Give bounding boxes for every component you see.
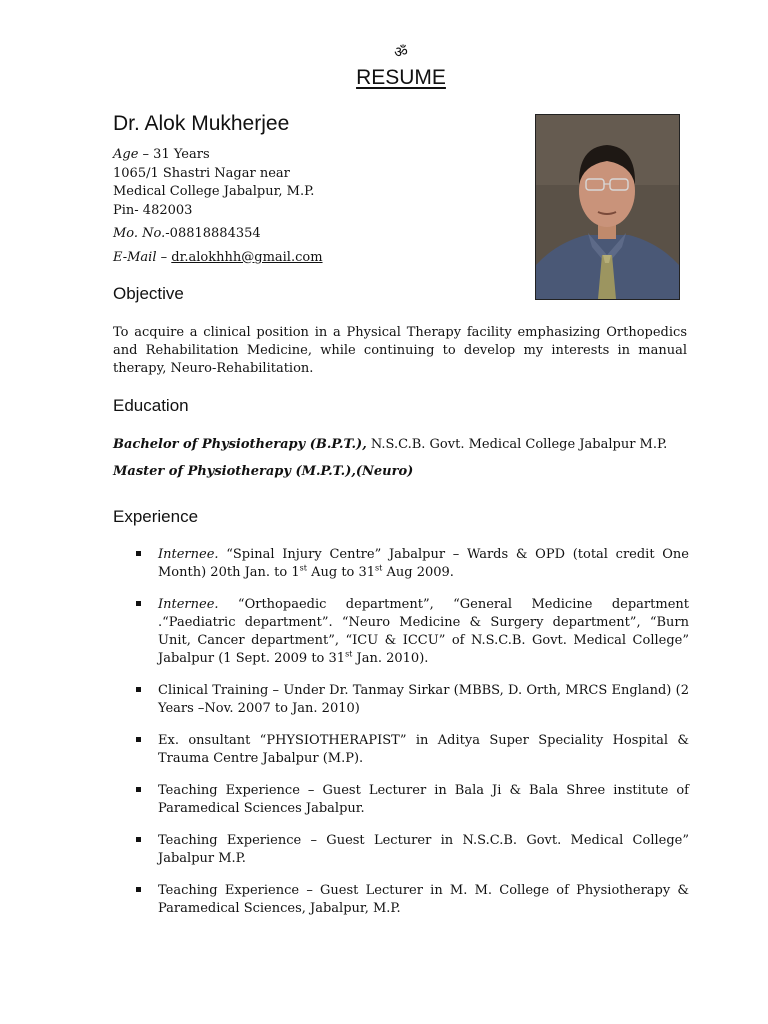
bullet-icon [136,787,141,792]
experience-text: Clinical Training – Under Dr. Tanmay Sirkar (MBBS, D. Orth, MRCS England) (2 Years –Nov. 2007 to Jan. 2010) [158,683,689,716]
experience-item [113,782,689,818]
email-link[interactable]: dr.alokhhh@gmail.com [171,249,323,265]
education-item-mpt [113,464,413,479]
experience-item [113,832,689,868]
education-institution-bpt: N.S.C.B. Govt. Medical College Jabalpur M.P. [366,437,668,452]
bullet-icon [136,687,141,692]
profile-photo [535,114,680,300]
profile-photo-portrait [536,115,679,299]
experience-item [113,732,689,768]
om-symbol: ॐ [394,43,408,61]
experience-item [113,546,689,582]
education-degree-bpt: Bachelor of Physiotherapy (B.P.T.), [113,437,367,452]
education-item-bpt [113,437,667,452]
age-value: – 31 Years [138,147,210,162]
age-row [113,146,323,165]
experience-role: Internee. [158,597,219,612]
experience-item [113,882,689,918]
bullet-icon [136,837,141,842]
ordinal-suffix: st [375,563,383,573]
bullet-icon [136,737,141,742]
experience-text: “Spinal Injury Centre” Jabalpur – Wards & OPD (total credit One Month) 20th Jan. to 1 [158,547,689,580]
email-separator: – [156,249,172,265]
page-title: RESUME [356,66,446,89]
experience-text: Teaching Experience – Guest Lecturer in Bala Ji & Bala Shree institute of Paramedical Sciences Jabalpur. [158,783,689,816]
address-line-1: 1065/1 Shastri Nagar near [113,165,290,181]
experience-text: Ex. onsultant “PHYSIOTHERAPIST” in Aditya Super Speciality Hospital & Trauma Centre Jabalpur (M.P). [158,733,689,766]
age-label: Age [113,147,139,162]
experience-text: Aug 2009. [382,565,454,580]
bullet-icon [136,887,141,892]
ordinal-suffix: st [345,649,353,659]
objective-heading: Objective [113,284,184,303]
experience-text: Teaching Experience – Guest Lecturer in N.S.C.B. Govt. Medical College” Jabalpur M.P. [158,833,689,866]
email-row [113,249,323,268]
contact-block [113,146,323,267]
bullet-icon [136,551,141,556]
experience-text: Aug to 31 [306,565,376,580]
experience-item [113,682,689,718]
address-line-2: Medical College Jabalpur, M.P. [113,184,315,199]
objective-text: To acquire a clinical position in a Physical Therapy facility emphasizing Orthopedics and Rehabilitation Medicine, while continuing to develop my interests in manual therapy, Neuro-Rehabilitation. [113,325,687,376]
education-heading: Education [113,396,189,415]
mobile-label: Mo. No. [113,226,166,241]
education-degree-mpt: Master of Physiotherapy (M.P.T.),(Neuro) [113,464,414,479]
experience-heading: Experience [113,507,199,526]
experience-text: Teaching Experience – Guest Lecturer in M. M. College of Physiotherapy & Paramedical Sciences, Jabalpur, M.P. [158,883,689,916]
mobile-value: -08818884354 [165,226,261,241]
experience-list [113,546,689,918]
pin-code: Pin- 482003 [113,202,193,218]
candidate-name: Dr. Alok Mukherjee [113,112,290,135]
bullet-icon [136,601,141,606]
experience-role: Internee. [158,547,219,562]
experience-text: “Orthopaedic department”, “General Medicine department .“Paediatric department”. “Neuro Medicine & Surgery department”, “Burn Unit, Cancer department”, “ICU & ICCU” of N.S.C.B. Govt. Medical College” Jabalpur (1 Sept. 2009 to 31 [158,597,689,666]
email-label: E-Mail [113,249,157,265]
experience-item [113,596,689,668]
mobile-row [113,225,323,244]
experience-text: Jan. 2010). [352,651,429,666]
ordinal-suffix: st [299,563,307,573]
